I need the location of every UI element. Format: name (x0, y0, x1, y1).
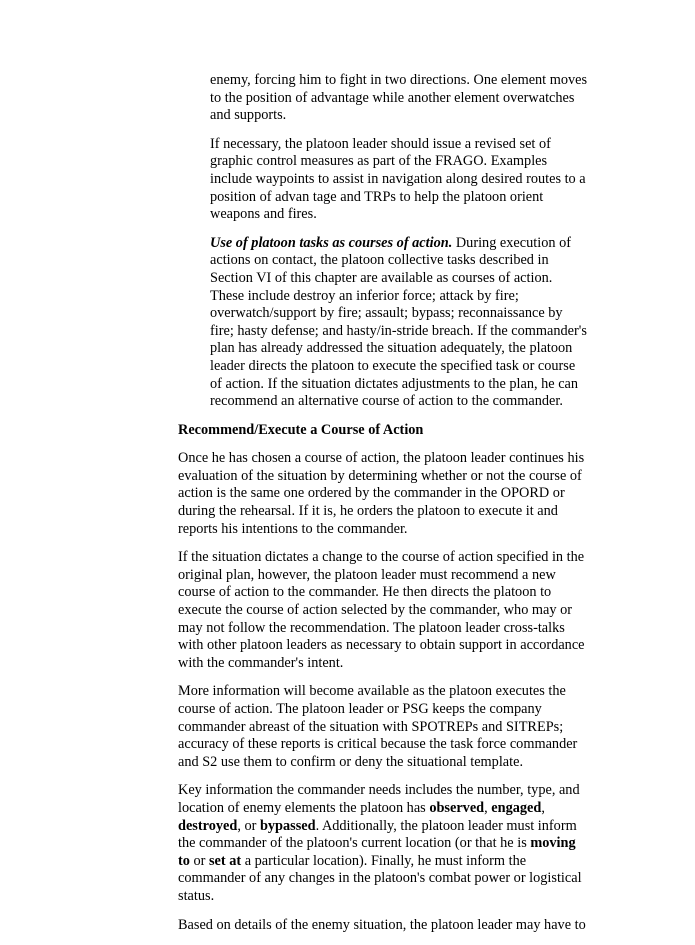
body-paragraph-mixed (178, 782, 588, 905)
paragraph-text-run: , (484, 799, 492, 816)
emphasized-term: observed (429, 799, 485, 816)
body-paragraph: If necessary, the platoon leader should issue a revised set of graphic control measures as part of the FRAGO. Examples include waypoints to assist in navigation along desired routes to a position of advan tage and TRPs to help the platoon orient weapons and fires. (210, 135, 586, 223)
section-heading: Recommend/Execute a Course of Action (178, 421, 424, 438)
emphasized-term: set at (208, 852, 242, 869)
emphasized-term: destroyed (178, 817, 238, 834)
body-paragraph: enemy, forcing him to fight in two directions. One element moves to the position of advantage while another element overwatches and supports. (210, 72, 588, 124)
emphasized-term: engaged (491, 799, 542, 816)
paragraph-text-run: . Additionally, the platoon leader must inform the commander of the platoon's current location (or that he is (178, 817, 577, 852)
page-body-text (178, 72, 588, 945)
body-paragraph-with-runin (178, 235, 588, 411)
body-paragraph: More information will become available as the platoon executes the course of action. The platoon leader or PSG keeps the company commander abreast of the situation with SPOTREPs and SITREPs; accuracy of these reports is critical because the task force commander and S2 use them to confirm or deny the situational template. (178, 683, 578, 770)
emphasized-term: moving to (178, 835, 576, 869)
paragraph-text-run: or (189, 852, 209, 869)
body-paragraph: Once he has chosen a course of action, the platoon leader continues his evaluation of the situation by determining whether or not the course of action is the same one ordered by the commander in the OPORD or during the rehearsal. If it is, he orders the platoon to execute it and reports his intentions to the commander. (178, 450, 585, 537)
paragraph-text-run: Key information the commander needs includes the number, type, and location of enemy elements the platoon has (178, 782, 580, 816)
paragraph-text-run: , or (237, 817, 260, 834)
emphasized-term: bypassed (259, 817, 316, 834)
paragraph-text-run: , (541, 799, 545, 816)
body-paragraph: If the situation dictates a change to the course of action specified in the original plan, however, the platoon leader must recommend a new course of action to the commander. He then directs the platoon to execute the course of action selected by the commander, who may or may not follow the recommendation. The platoon leader cross-talks with other platoon leaders as necessary to obtain support in accordance with the commander's intent. (178, 549, 585, 671)
paragraph-text-run: a particular location). Finally, he must inform the commander of any changes in the platoon's combat power or logistical status. (178, 852, 582, 904)
run-in-heading: Use of platoon tasks as courses of action. (210, 234, 453, 251)
body-paragraph: Based on details of the enemy situation, the platoon leader may have to (178, 916, 586, 933)
run-in-paragraph-text: During execution of actions on contact, the platoon collective tasks described in Section VI of this chapter are available as courses of action. These include destroy an inferior force; attack by fire; overwatch/support by fire; assault; bypass; reconnaissance by fire; hasty defense; and hasty/in-stride breach. If the commander's plan has already addressed the situation adequately, the platoon leader directs the platoon to execute the specified task or course of action. If the situation dictates adjustments to the plan, he can recommend an alternative course of action to the commander. (210, 234, 587, 410)
